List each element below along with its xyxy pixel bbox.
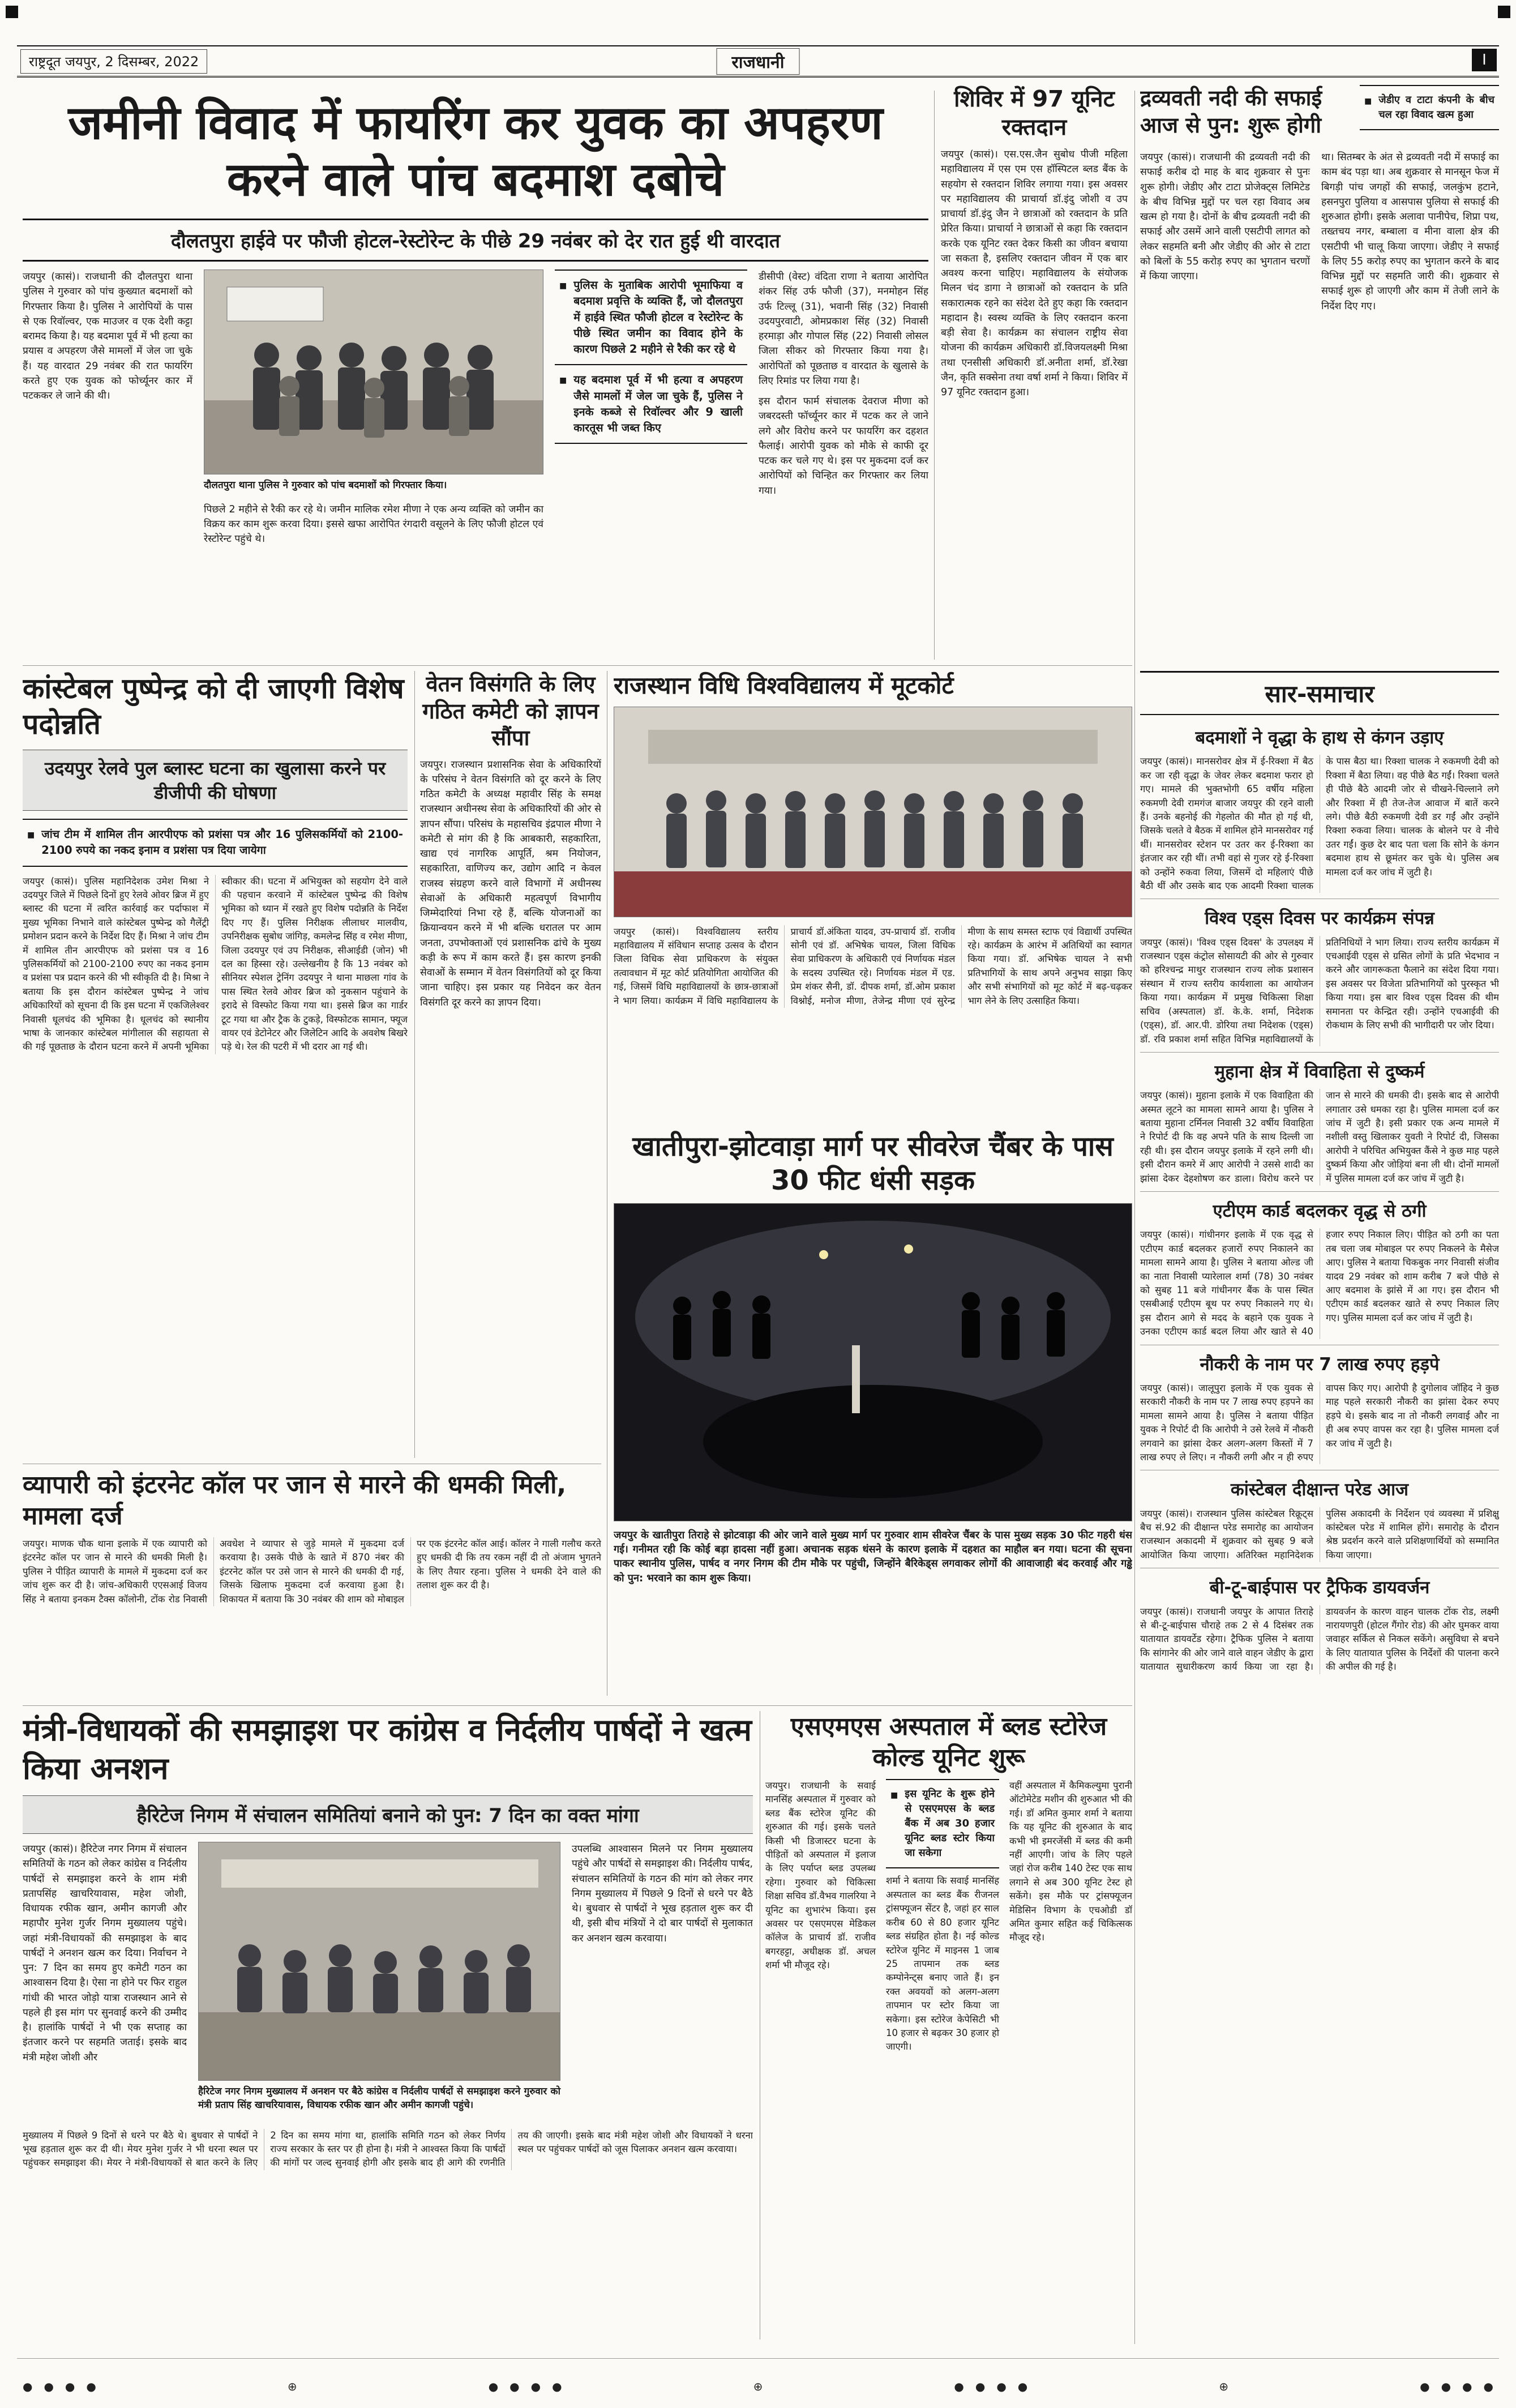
article-body: जयपुर (कासं)। राजधानी की दौलतपुरा थाना पुलिस ने गुरुवार को पांच कुख्यात बदमाशों को गिरफ्तार किया है। पुलिस ने आरोपियों के पास से एक रिवॉल्वर, एक माउजर व एक देशी कट्टा बरामद किया है। यह बदमाश पूर्व में भी हत्या का प्रयास व अपहरण जैसे मामलों में जेल जा चुके हैं। यह वारदात 29 नवंबर की रात फायरिंग करते हुए एक युवक को फोर्च्यूनर कार में पटककर ले जाने की थी। bbox=[23, 271, 192, 402]
article-river bbox=[1140, 85, 1499, 660]
main-column-2 bbox=[759, 270, 928, 553]
column-rule bbox=[1134, 91, 1135, 2344]
register-plus-icon: ⊕ bbox=[753, 2380, 763, 2393]
brief-item bbox=[1140, 1191, 1499, 1345]
dot-icon: ● bbox=[509, 2380, 520, 2393]
square-bullet-icon: ■ bbox=[1364, 97, 1372, 106]
register-plus-icon: ⊕ bbox=[287, 2380, 297, 2393]
photo-illustration bbox=[614, 1204, 1132, 1521]
brief-title: विश्व एड्स दिवस पर कार्यक्रम संपन्न bbox=[1205, 908, 1434, 929]
dot-icon: ● bbox=[1017, 2380, 1028, 2393]
masthead bbox=[17, 45, 1499, 78]
highlight-box bbox=[23, 819, 408, 867]
dot-icon: ● bbox=[1420, 2380, 1430, 2393]
article-body: था। सितम्बर के अंत से द्रव्यवती नदी में सफाई का काम बंद पड़ा था। अब शुक्रवार से मानसून फेज में बिगड़ी पांच जगहों की सफाई, जलकुंभ हटाने, हसनपुरा पुलिया व आसपास पुलिया से सफाई की शुरुआत होगी। इसके अलावा पानीपेच, शिप्रा पथ, तख्तचय नगर, बम्बाला व मीना वाला क्षेत्र की एसटीपी भी चालू किया जाएगा। जेडीए ने सफाई के लिए 55 करोड़ रुपए का भुगतान करने के बाद विभिन्न मुद्दों पर सहमति जारी की। शुक्रवार से सफाई शुरू हो जाएगी और काम में तेजी लाने के निर्देश दिए गए। bbox=[1321, 152, 1499, 312]
highlight-text: पुलिस के मुताबिक आरोपी भूमाफिया व बदमाश प्रवृत्ति के व्यक्ति हैं, जो दौलतपुरा में हाईवे स्थित फौजी होटल व रेस्टोरेन्ट के पीछे स्थित जमीन का विवाद होने के कारण पिछले 2 महीने से रैकी कर रहे थे bbox=[573, 279, 743, 356]
highlight-text: यह बदमाश पूर्व में भी हत्या व अपहरण जैसे मामलों में जेल जा चुके हैं, पुलिस ने इनके कब्जे से रिवॉल्वर और 9 खाली कारतूस भी जब्त किए bbox=[573, 373, 743, 435]
edition-mark: I bbox=[1472, 49, 1497, 71]
main-photo-block bbox=[204, 270, 543, 553]
article-trader bbox=[23, 1469, 601, 1700]
dot-icon: ● bbox=[23, 2380, 33, 2393]
article-title: खातीपुरा-झोटवाड़ा मार्ग पर सीवरेज चैंबर के पास 30 फीट धंसी सड़क bbox=[632, 1131, 1114, 1196]
dot-group bbox=[483, 2380, 568, 2393]
brief-item bbox=[1140, 718, 1499, 899]
photo-caption: दौलतपुरा थाना पुलिस ने गुरुवार को पांच बदमाशों को गिरफ्तार किया। bbox=[204, 480, 447, 491]
highlight-text: जेडीए व टाटा कंपनी के बीच चल रहा विवाद खत्म हुआ bbox=[1378, 94, 1494, 121]
dot-icon: ● bbox=[44, 2380, 54, 2393]
main-subhead: दौलतपुरा हाईवे पर फौजी होटल-रेस्टोरेन्ट के पीछे 29 नवंबर को देर रात हुई थी वारदात bbox=[23, 219, 928, 262]
section-rule bbox=[23, 1705, 1132, 1706]
main-headline: जमीनी विवाद में फायरिंग कर युवक का अपहरण करने वाले पांच बदमाश दबोचे bbox=[68, 96, 883, 207]
brief-title: कांस्टेबल दीक्षान्त परेड आज bbox=[1230, 1479, 1409, 1500]
article-salary bbox=[420, 671, 601, 1458]
article-body: जयपुर। राजस्थान प्रशासनिक सेवा के अधिकारियों के परिसंघ ने वेतन विसंगति को दूर करने के लिए गठित कमेटी के अध्यक्ष महावीर सिंह के समक्ष राजस्थान अधीनस्थ सेवा के अधिकारियों की ओर से ज्ञापन सौंपा। परिसंघ के महासचिव इंद्रपाल मीणा ने कमेटी से मांग की है कि आबकारी, सहकारिता, खाद्य एवं नागरिक आपूर्ति, श्रम नियोजन, सहकारिता, वाणिज्य कर, उद्योग आदि न केवल राजस्व संग्रहण करने वाले विभागों में अधीनस्थ सेवाओं के अधिकारी महत्वपूर्ण विभागीय जिम्मेदारियां निभा रहे हैं, बल्कि योजनाओं का क्रियान्वयन करने में भी बल्कि धरातल पर आम जनता, उपभोक्ताओं एवं प्रशासनिक ढांचे के मुख्य कड़ी के रूप में काम करते हैं। इस कारण इनकी सेवाओं के सम्मान में वेतन विसंगतियों को दूर किया जाना चाहिए। इस प्रकार यह निवेदन कर वेतन विसंगति दूर करने का ज्ञापन दिया। bbox=[420, 759, 601, 1008]
dot-group bbox=[1414, 2380, 1499, 2393]
brief-title: बदमाशों ने वृद्धा के हाथ से कंगन उड़ाए bbox=[1195, 728, 1444, 748]
dot-icon: ● bbox=[954, 2380, 964, 2393]
article-body: मुख्यालय में पिछले 9 दिनों से धरने पर बैठे थे। बुधवार से पार्षदों ने भूख हड़ताल शुरू कर दी थी। मेयर मुनेश गुर्जर ने भी धरना स्थल पर पहुंचकर समझाइश की। मेयर ने मंत्री-विधायकों से बात करने के लिए 2 दिन का समय मांगा था, हालांकि समिति गठन को लेकर निर्णय राज्य सरकार के स्तर पर ही होना है। मंत्री ने आश्वस्त किया कि पार्षदों की मांगों पर जल्द सुनवाई होगी और इसके बाद ही आगे की रणनीति तय की जाएगी। इसके बाद मंत्री महेश जोशी और विधायकों ने धरना स्थल पर पहुंचकर पार्षदों को जूस पिलाकर अनशन खत्म करवाया। bbox=[23, 2129, 753, 2169]
highlight-box bbox=[886, 1779, 999, 1868]
photo-caption: जयपुर के खातीपुरा तिराहे से झोटवाड़ा की ओर जाने वाले मुख्य मार्ग पर गुरुवार शाम सीवरेज चैंबर के पास मुख्य सड़क 30 फीट गहरी धंस गई। गनीमत रही कि कोई बड़ा हादसा नहीं हुआ। अचानक सड़क धंसने के कारण इलाके में दहशत का माहौल बन गया। घटना की सूचना पाकर स्थानीय पुलिस, पार्षद व नगर निगम की टीम मौके पर पहुंची, जिन्होंने बैरिकेड्स लगवाकर लोगों की आवाजाही बंद करवाई और गड्ढे को पुन: भरवाने का काम शुरू किया। bbox=[614, 1529, 1132, 1584]
article-sewer bbox=[614, 1130, 1132, 1696]
dot-group bbox=[948, 2380, 1033, 2393]
page-title: राजधानी bbox=[717, 48, 800, 75]
article-body: जयपुर (कासं)। एस.एस.जैन सुबोध पीजी महिला महाविद्यालय में एस एम एस हॉस्पिटल ब्लड बैंक के सहयोग से रक्तदान शिविर लगाया गया। इस अवसर पर महाविद्यालय की प्राचार्या डॉ.इंदु जोशी व उप प्राचार्या डॉ.इंदु जैन ने छात्राओं को रक्तदान के प्रति प्रेरित किया। प्राचार्या ने छात्राओं से कहा कि रक्तदान करके एक यूनिट रक्त देकर किसी का जीवन बचाया जा सकता है, इसलिए रक्तदान जीवन में एक बार अवश्य करना चाहिए। महाविद्यालय के संयोजक मिलन चंद डागा ने छात्राओं को रक्तदान के प्रति सकारात्मक रहने का संदेश देते हुए कहा कि रक्तदान महादान है। स्वस्थ व्यक्ति के लिए रक्तदान करना बड़ी सेवा है। कार्यक्रम का संचालन राष्ट्रीय सेवा योजना की कार्यक्रम अधिकारी डॉ.विजयलक्ष्मी मिश्रा तथा एनसीसी अधिकारी डॉ.अनीता शर्मा, डॉ.रेखा जैन, कृति सक्सेना तथा वर्षा शर्मा ने किया। शिविर में 97 यूनिट रक्तदान हुआ। bbox=[941, 149, 1128, 398]
article-title: शिविर में 97 यूनिट रक्तदान bbox=[954, 86, 1115, 140]
dot-icon: ● bbox=[65, 2380, 75, 2393]
article-sms-blood bbox=[765, 1711, 1132, 2345]
article-body: उपलब्धि आश्वासन मिलने पर निगम मुख्यालय पहुंचे और पार्षदों से समझाइश की। निर्दलीय पार्षद, संचालन समितियों के गठन की मांग को लेकर नगर निगम मुख्यालय में पिछले 9 दिनों से धरने पर बैठे थे। बुधवार से पार्षदों ने भूख हड़ताल शुरू कर दी थी, इसी बीच मंत्रियों ने दो बार पार्षदों से मुलाकात कर अनशन खत्म करवाया। bbox=[572, 1844, 753, 1944]
brief-body: जयपुर (कासं)। गांधीनगर इलाके में एक वृद्ध से एटीएम कार्ड बदलकर हजारों रुपए निकालने का मामला सामने आया है। पुलिस ने बताया ओल्ड जी का नाता निवासी प्यारेलाल शर्मा (78) 30 नवंबर को सुबह 11 बजे गांधीनगर बैंक के पास स्थित एसबीआई एटीएम बूथ पर रुपए निकालने गए थे। इस दौरान आगे से मदद के बहाने एक युवक ने उनका एटीएम कार्ड बदल लिया और खाते से 40 हजार रुपए निकाल लिए। पीड़ित को ठगी का पता तब चला जब मोबाइल पर रुपए निकलने के मैसेज आए। पुलिस ने बताया चिकबुक नगर निवासी संजीव यादव 29 नवंबर को शाम करीब 7 बजे पीछे से आए बदमाश के झांसे में आ गए। इस दौरान भी एटीएम कार्ड बदलकर खाते से रुपए निकाल लिए गए। पुलिस मामला दर्ज कर जांच में जुटी है। bbox=[1140, 1229, 1499, 1337]
brief-item bbox=[1140, 1568, 1499, 1679]
dot-icon: ● bbox=[975, 2380, 986, 2393]
protest-photo-block bbox=[198, 1842, 560, 2122]
dot-icon: ● bbox=[1483, 2380, 1493, 2393]
highlight-text: जांच टीम में शामिल तीन आरपीएफ को प्रशंसा पत्र और 16 पुलिसकर्मियों को 2100-2100 रुपये का नकद इनाम व प्रशंसा पत्र दिया जायेगा bbox=[41, 828, 403, 857]
article-main bbox=[23, 95, 928, 661]
article-photo bbox=[198, 1842, 560, 2081]
article-body: जयपुर। राजधानी के सवाई मानसिंह अस्पताल में गुरुवार को ब्लड बैंक स्टोरेज यूनिट की शुरुआत की गई। इसके चलते किसी भी डिजास्टर घटना के पीड़ितों को अस्पताल में इलाज के लिए पर्याप्त ब्लड उपलब्ध रहेगा। गुरुवार को चिकित्सा शिक्षा सचिव डॉ.वैभव गालरिया ने यूनिट का शुभारंभ किया। इस अवसर पर एसएमएस मेडिकल कॉलेज के प्राचार्य डॉ. राजीव बगरहट्टा, अधीक्षक डॉ. अचल शर्मा भी मौजूद रहे। bbox=[765, 1780, 876, 1971]
article-body: इस दौरान फार्म संचालक देवराज मीणा को जबरदस्ती फॉर्च्यूनर कार में पटक कर ले जाने लगे और विरोध करने पर फायरिंग कर दहशत फैलाई। आरोपी युवक को मौके से काफी दूर पटक कर चले गए थे। इस पर मुकदमा दर्ज कर आरोपियों को चिन्हित कर गिरफ्तार कर लिया गया। bbox=[759, 396, 928, 497]
article-photo bbox=[204, 270, 543, 474]
brief-title: मुहाना क्षेत्र में विवाहिता से दुष्कर्म bbox=[1214, 1061, 1425, 1082]
column-rule bbox=[934, 91, 935, 660]
brief-body: जयपुर (कासं)। राजस्थान पुलिस कांस्टेबल रिक्रूट्स बैच सं.92 की दीक्षान्त परेड समारोह का आयोजन राजस्थान अकादमी में शुक्रवार को सुबह 9 बजे आयोजित किया जाएगा। अतिरिक्त महानिदेशक पुलिस अकादमी के निर्देशन एवं व्यवस्था में प्रशिक्षु कांस्टेबल परेड में शामिल होंगे। समारोह के दौरान श्रेष्ठ प्रदर्शन करने वाले प्रशिक्षणार्थियों को सम्मानित किया जाएगा। bbox=[1140, 1508, 1499, 1560]
brief-body: जयपुर (कासं)। मानसरोवर क्षेत्र में ई-रिक्शा में बैठ कर जा रही वृद्धा के जेवर लेकर बदमाश फरार हो गए। मामले की भुक्तभोगी 65 वर्षीय महिला रुकमणी देवी रामगंज बाजार जयपुर की रहने वाली हैं। उनके बहनोई की गेहलोत की मौत हो गई थी, जिसके चलते वे बैठक में शामिल होने मानसरोवर गई थीं। मानसरोवर स्टेशन पर उतर कर ई-रिक्शा का इंतजार कर रही थीं। तभी वहां से गुजर रहे ई-रिक्शा को उन्होंने रुकवा लिया, जिसमें दो महिलाएं पीछे बैठी थीं और उसके बाद एक आदमी रिक्शा चालक के पास बैठा था। रिक्शा चालक ने रुकमणी देवी को रिक्शा में बैठा लिया। वह पीछे बैठ गईं। रिक्शा चलते ही पीछे बैठे आदमी जोर से चीखने-चिल्लाने लगे और रिक्शा में ही तेज-तेज आवाज में बातें करने लगे। पीछे बैठी रुकमणी देवी डर गईं और उन्होंने रिक्शा रुकवा लिया। चालक के बोलने पर वे नीचे उतर गईं। कुछ देर बाद पता चला कि सोने के कंगन बदमाश हाथ से छूमंतर कर चुके थे। पुलिस अब मामला दर्ज कर जांच में जुटी है। bbox=[1140, 756, 1499, 891]
main-bullet-column bbox=[555, 270, 747, 553]
news-briefs-column bbox=[1140, 671, 1499, 2347]
article-title: व्यापारी को इंटरनेट कॉल पर जान से मारने की धमकी मिली, मामला दर्ज bbox=[23, 1470, 567, 1530]
brief-item bbox=[1140, 1345, 1499, 1470]
article-photo bbox=[614, 707, 1132, 917]
article-body: जयपुर। माणक चौक थाना इलाके में एक व्यापारी को इंटरनेट कॉल पर जान से मारने की धमकी मिली है। पुलिस ने पीड़ित व्यापारी के मामले में मुकदमा दर्ज कर जांच शुरू कर दी है। जांच-अधिकारी एएसआई विजय सिंह ने बताया इनकम टैक्स कॉलोनी, टोंक रोड निवासी अवधेश ने व्यापार से जुड़े मामले में मुकदमा दर्ज करवाया है। उसके पीछे के खाते में 870 नंबर की इंटरनेट कॉल पर उसे जान से मारने की धमकी दी गई, जिसके खिलाफ मुकदमा दर्ज करवाया हुआ है। शिकायत में बताया कि 30 नवंबर की शाम को मोबाइल पर एक इंटरनेट कॉल आई। कॉलर ने गाली गलौच करते हुए धमकी दी कि तय रकम नहीं दी तो अंजाम भुगतने के लिए तैयार रहना। पुलिस ने धमकी देने वाले की तलाश शुरू कर दी है। bbox=[23, 1538, 601, 1605]
register-plus-icon: ⊕ bbox=[1219, 2380, 1229, 2393]
article-title: कांस्टेबल पुष्पेन्द्र को दी जाएगी विशेष पदोन्नति bbox=[23, 672, 404, 741]
photo-illustration bbox=[204, 270, 543, 474]
footer-print-marks bbox=[17, 2380, 1499, 2393]
article-body: जयपुर (कासं)। राजधानी की द्रव्यवती नदी की सफाई करीब दो माह के बाद शुक्रवार से पुनः शुरू होगी। जेडीए और टाटा प्रोजेक्ट्स लिमिटेड के बीच विभिन्न मुद्दों पर चल रहा विवाद अब खत्म हो गया है। दोनों के बीच द्रव्यवती नदी की सफाई और उसमें आने वाली एसटीपी लागत को लेकर सहमति बनी और जेडीए की ओर से टाटा को बिलों के 55 करोड़ रुपए का भुगतान चरणों में किया जाएगा। bbox=[1140, 152, 1310, 282]
article-body: पिछले 2 महीने से रैकी कर रहे थे। जमीन मालिक रमेश मीणा ने एक अन्य व्यक्ति को जमीन का विक्रय कर काम शुरू करवा दिया। इससे खफा आरोपित रंगदारी वसूलने के लिए फौजी होटल एवं रेस्टोरेन्ट पहुंचे थे। bbox=[204, 503, 543, 545]
column-rule bbox=[414, 671, 415, 1458]
section-rule bbox=[23, 665, 1132, 666]
square-bullet-icon: ■ bbox=[890, 1791, 898, 1800]
square-bullet-icon: ■ bbox=[559, 281, 567, 291]
article-mootcourt bbox=[614, 671, 1132, 1121]
dot-group bbox=[17, 2380, 102, 2393]
article-constable bbox=[23, 671, 408, 1458]
dot-icon: ● bbox=[488, 2380, 499, 2393]
masthead-date: राष्ट्रदूत जयपुर, 2 दिसम्बर, 2022 bbox=[20, 49, 207, 74]
article-subhead: उदयपुर रेलवे पुल ब्लास्ट घटना का खुलासा करने पर डीजीपी की घोषणा bbox=[23, 750, 408, 811]
register-mark-icon bbox=[6, 6, 18, 18]
register-mark-icon bbox=[1498, 6, 1510, 18]
dot-icon: ● bbox=[86, 2380, 96, 2393]
photo-caption: हैरिटेज नगर निगम मुख्यालय में अनशन पर बैठे कांग्रेस व निर्दलीय पार्षदों से समझाइश करने गुरुवार को मंत्री प्रताप सिंह खाचरियावास, विधायक रफीक खान और अमीन कागजी पहुंचे। bbox=[198, 2086, 560, 2111]
brief-body: जयपुर (कासं)। 'विश्व एड्स दिवस' के उपलक्ष्य में राजस्थान एड्स कंट्रोल सोसायटी की ओर से गुरुवार को हरिश्चन्द्र माथुर राजस्थान राज्य लोक प्रशासन संस्थान में राज्य स्तरीय कार्यशाला का आयोजन किया गया। कार्यक्रम में प्रमुख चिकित्सा शिक्षा सचिव (अस्पताल) डॉ. के.के. शर्मा, निदेशक (एड्स), डॉ. आर.पी. डोरिया तथा निदेशक (एड्स) डॉ. रवि प्रकाश शर्मा सहित विभिन्न महाविद्यालयों के प्रतिनिधियों ने भाग लिया। राज्य स्तरीय कार्यक्रम में एचआईवी एड्स से ग्रसित लोगों के प्रति भेदभाव न करने और जागरूकता फैलाने का संदेश दिया गया। इस अवसर पर विजेता प्रतिभागियों को पुरस्कृत भी किया गया। इस बार विश्व एड्स दिवस की थीम समानता पर केन्द्रित रही। उन्होंने एचआईवी की रोकथाम के लिए सभी की भागीदारी पर जोर दिया। bbox=[1140, 936, 1499, 1045]
brief-item bbox=[1140, 1052, 1499, 1191]
article-photo bbox=[614, 1203, 1132, 1521]
article-blood-camp bbox=[941, 85, 1128, 660]
brief-body: जयपुर (कासं)। जालूपुरा इलाके में एक युवक से सरकारी नौकरी के नाम पर 7 लाख रुपए हड़पने का मामला सामने आया है। पुलिस ने बताया पीड़ित युवक ने रिपोर्ट दी कि आरोपी ने उसे रेलवे में नौकरी लगवाने का झांसा देकर अलग-अलग किस्तों में 7 लाख रुपए ले लिए। न नौकरी लगी और न ही रुपए वापस किए गए। आरोपी है दुगोलाव जॉहिद ने कुछ माह पहले सरकारी नौकरी का झांसा देकर रुपए हड़पे थे। इसके बाद ना तो नौकरी लगवाई और ना ही अब रुपए वापस कर रहा है। पुलिस मामला दर्ज कर जांच में जुटी है। bbox=[1140, 1382, 1499, 1462]
footer-rule bbox=[17, 2358, 1499, 2359]
article-body: जयपुर (कासं)। विश्वविद्यालय स्तरीय महाविद्यालय में संविधान सप्ताह उत्सव के दौरान जिला विधिक सेवा प्राधिकरण के संयुक्त तत्वावधान में मूट कोर्ट प्रतियोगिता आयोजित की गई, जिसमें विधि महाविद्यालयों के छात्र-छात्राओं ने भाग लिया। कार्यक्रम में विधि महाविद्यालय के प्राचार्य डॉ.अंकिता यादव, उप-प्राचार्य डॉ. राजीव सोनी एवं डॉ. अभिषेक चायल, जिला विधिक सेवा प्राधिकरण के अधिकारी एवं निर्णायक मंडल के सदस्य उपस्थित रहे। निर्णायक मंडल में एड. प्रेम शंकर सैनी, डॉ. दीपक शर्मा, डॉ.ओम प्रकाश विश्नोई, मनोज मीणा, तेजेन्द्र मीणा एवं सुरेन्द्र मीणा के साथ समस्त स्टाफ एवं विद्यार्थी उपस्थित रहे। कार्यक्रम के आरंभ में अतिथियों का स्वागत किया गया। डॉ. अभिषेक चायल ने सभी प्रतिभागियों के साथ अपने अनुभव साझा किए और सभी संभागियों को मूट कोर्ट में बढ़-चढ़कर भाग लेने के लिए उत्साहित किया। bbox=[614, 926, 1132, 1006]
article-body: शर्मा ने बताया कि सवाई मानसिंह अस्पताल का ब्लड बैंक रीजनल ट्रांसफ्यूजन सेंटर है, जहां हर साल करीब 60 से 80 हजार यूनिट ब्लड संग्रहित होता है। नई कोल्ड स्टोरेज यूनिट में माइनस 1 जाब 25 तापमान तक ब्लड कम्पोनेन्ट्स बनाए जाते हैं। इन रक्त अवयवों को अलग-अलग तापमान पर स्टोर किया जा सकेगा। इस स्टोरेज केपेसिटी भी 10 हजार से बढ़कर 30 हजार हो जाएगी। bbox=[886, 1875, 999, 2052]
highlight-box bbox=[1360, 85, 1499, 130]
article-body: वहीं अस्पताल में कैमिकल्युमा पुरानी ऑटोमेटेड मशीन की शुरुआत भी की गई। डॉ अमित कुमार शर्मा ने बताया कि यह यूनिट की शुरुआत के बाद कभी भी इमरजेंसी में ब्लड की कमी नहीं आएगी। जांच के लिए पहले जहां रोज करीब 140 टेस्ट एक साथ लगाने से अब 300 यूनिट टेस्ट हो सकेंगे। इस मौके पर ट्रांसफ्यूजन मेडिसिन विभाग के एचओडी डॉ अमित कुमार सहित कई चिकित्सक मौजूद रहे। bbox=[1009, 1780, 1132, 1943]
main-column-1 bbox=[23, 270, 192, 553]
briefs-header: सार-समाचार bbox=[1140, 671, 1499, 715]
article-body: डीसीपी (वेस्ट) वंदिता राणा ने बताया आरोपित शंकर सिंह उर्फ फौजी (37), मनमोहन सिंह उर्फ टिल्लू (31), भवानी सिंह (32) निवासी उदयपुरवाटी, ओमप्रकाश सिंह (32) निवासी हरमाड़ा और गोपाल सिंह (22) निवासी लोसल जिला सीकर को गिरफ्तार किया गया है। आरोपितों को पूछताछ व वारदात के खुलासे के लिए रिमांड पर लिया गया है। bbox=[759, 271, 928, 387]
article-body: जयपुर (कासं)। हैरिटेज नगर निगम में संचालन समितियों के गठन को लेकर कांग्रेस व निर्दलीय पार्षदों से समझाइश करने के शाम मंत्री प्रतापसिंह खाचरियावास, महेश जोशी, विधायक रफीक खान, अमीन कागजी और महापौर मुनेश गुर्जर निगम मुख्यालय पहुंचे। जहां मंत्री-विधायकों की समझाइश के बाद पार्षदों ने अनशन खत्म कर दिया। निर्वाचन ने पुन: 7 दिन का समय हुए कमेटी गठन का आश्वासन दिया है। ऐसा ना होने पर फिर राहुल गांधी की भारत जोड़ो यात्रा राजस्थान आने से पहले ही इस मांग पर सुनवाई करने की उम्मीद है। हालांकि पार्षदों ने भी एक सप्ताह का इंतजार करने पर सहमति जताई। इसके बाद मंत्री महेश जोशी और bbox=[23, 1844, 187, 2063]
highlight-box bbox=[555, 270, 747, 365]
dot-icon: ● bbox=[530, 2380, 541, 2393]
photo-illustration bbox=[199, 1842, 560, 2080]
dot-icon: ● bbox=[1462, 2380, 1472, 2393]
brief-title: नौकरी के नाम पर 7 लाख रुपए हड़पे bbox=[1200, 1354, 1440, 1375]
highlight-text: इस यूनिट के शुरू होने से एसएमएस के ब्लड बैंक में अब 30 हजार यूनिट ब्लड स्टोर किया जा सकेगा bbox=[905, 1788, 995, 1859]
brief-item bbox=[1140, 1470, 1499, 1568]
brief-body: जयपुर (कासं)। मुहाना इलाके में एक विवाहिता की अस्मत लूटने का मामला सामने आया है। पुलिस ने बताया मुहाना टर्मिनल निवासी 32 वर्षीय विवाहिता ने रिपोर्ट दी कि वह अपने पति के साथ दिल्ली जा रही थी। इस दौरान जयपुर इलाके में रहने लगी थी। इसी दौरान कमरे में आए आरोपी ने उससे शादी का झांसा देकर देहशोषण कर डाला। विरोध करने पर जान से मारने की धमकी दी। इसके बाद से आरोपी लगातार उसे धमका रहा है। पुलिस मामला दर्ज कर जांच में जुटी है। इसी प्रकार एक अन्य मामले में नशीली वस्तु खिलाकर युवती ने रिपोर्ट दी, जिसका आरोपी ने परिचित अभियुक्त कैंसे ने कुछ माह पहले दुष्कर्म किया और जोड़ियां बना ली थी। दोनों मामलों में पुलिस मामला दर्ज कर जांच में जुटी है। bbox=[1140, 1090, 1499, 1184]
dot-icon: ● bbox=[1441, 2380, 1451, 2393]
dot-icon: ● bbox=[996, 2380, 1007, 2393]
brief-title: एटीएम कार्ड बदलकर वृद्ध से ठगी bbox=[1213, 1201, 1427, 1222]
brief-item bbox=[1140, 899, 1499, 1052]
article-title: मंत्री-विधायकों की समझाइश पर कांग्रेस व निर्दलीय पार्षदों ने खत्म किया अनशन bbox=[23, 1712, 752, 1786]
article-title: एसएमएस अस्पताल में ब्लड स्टोरेज कोल्ड यूनिट शुरू bbox=[790, 1712, 1107, 1772]
article-protest bbox=[23, 1711, 753, 2345]
article-body: जयपुर (कासं)। पुलिस महानिदेशक उमेश मिश्रा ने उदयपुर जिले में पिछले दिनों हुए रेलवे ओवर ब्रिज में हुए ब्लास्ट की घटना में त्वरित कार्रवाई कर पर्दाफाश में मुख्य भूमिका निभाने वाले कांस्टेबल पुष्पेन्द्र को गैलेंट्री प्रमोशन प्रदान करने के निर्देश दिए हैं। मिश्रा ने जांच टीम में शामिल तीन आरपीएफ को प्रशंसा पत्र व 16 पुलिसकर्मियों को 2100-2100 रुपए का नकद इनाम व प्रशंसा पत्र प्रदान करने की भी स्वीकृति दी है। मिश्रा ने बताया कि इस दौरान कांस्टेबल पुष्पेन्द्र ने जांच अधिकारियों को सूचना दी कि इस घटना में एकजिलेश्वर निवासी धूलचंद की भूमिका है। धूलचंद को स्थानीय भाषा के जानकार कांस्टेबल मांगीलाल की सहायता से की गई पूछताछ के दौरान घटना करने में अपनी भूमिका स्वीकार की। घटना में अभियुक्त को सहयोग देने वाले की पहचान करवाने में कांस्टेबल पुष्पेन्द्र की विशेष भूमिका को ध्यान में रखते हुए विशेष पदोन्नति के निर्देश दिए गए हैं। पुलिस निरीक्षक लीलाधर मालवीय, उपनिरीक्षक सुबोध जांगिड़, कमलेन्द्र सिंह व रमेश मीणा, जिला उदयपुर एवं उप निरीक्षक, सीआईडी (जोन) भी दल का हिस्सा रहे। उल्लेखनीय है कि 13 नवंबर को सीनियर स्पेशल ट्रेनिंग उदयपुर ने थाना माछला गांव के पास स्थित रेलवे ओवर ब्रिज को नुकसान पहुंचाने के इरादे से विस्फोट किया गया था। इससे ब्रिज का गार्डर टूट गया था और ट्रैक के टुकड़े, विस्फोटक सामान, फ्यूज वायर एवं डेटोनेटर और जिलेटिन आदि के अवशेष बिखरे पड़े थे। रेल की पटरी में भी दरार आ गई थी। bbox=[23, 875, 408, 1053]
brief-body: जयपुर (कासं)। राजधानी जयपुर के आपात तिराहे से बी-टू-बाईपास चौराहे तक 2 से 4 दिसंबर तक यातायात डायवर्टेड रहेगा। ट्रैफिक पुलिस ने बताया कि सांगानेर की ओर जाने वाले वाहन जेडीए के द्वारा यातायात सुधारीकरण कार्य किया जा रहा है। डायवर्जन के कारण वाहन चालक टोंक रोड, लक्ष्मी नारायणपुरी (होटल गैंगोर रोड) की ओर घुमकर वाया जवाहर सर्किल से निकल सकेंगे। असुविधा से बचने के लिए यातायात पुलिस के निर्देशों की पालना करने की अपील की गई है। bbox=[1140, 1606, 1499, 1673]
brief-title: बी-टू-बाईपास पर ट्रैफिक डायवर्जन bbox=[1209, 1577, 1430, 1598]
sms-middle-column bbox=[886, 1779, 999, 2054]
highlight-box bbox=[555, 365, 747, 444]
photo-illustration bbox=[614, 707, 1132, 917]
dot-icon: ● bbox=[552, 2380, 562, 2393]
article-subhead: हैरिटेज निगम में संचालन समितियां बनाने को पुन: 7 दिन का वक्त मांगा bbox=[23, 1795, 753, 1834]
article-title: द्रव्यवती नदी की सफाई आज से पुन: शुरू होगी bbox=[1140, 85, 1322, 138]
square-bullet-icon: ■ bbox=[27, 831, 35, 840]
square-bullet-icon: ■ bbox=[559, 376, 567, 386]
article-title: वेतन विसंगति के लिए गठित कमेटी को ज्ञापन सौंपा bbox=[422, 671, 599, 750]
article-title: राजस्थान विधि विश्वविद्यालय में मूटकोर्ट bbox=[614, 671, 954, 699]
